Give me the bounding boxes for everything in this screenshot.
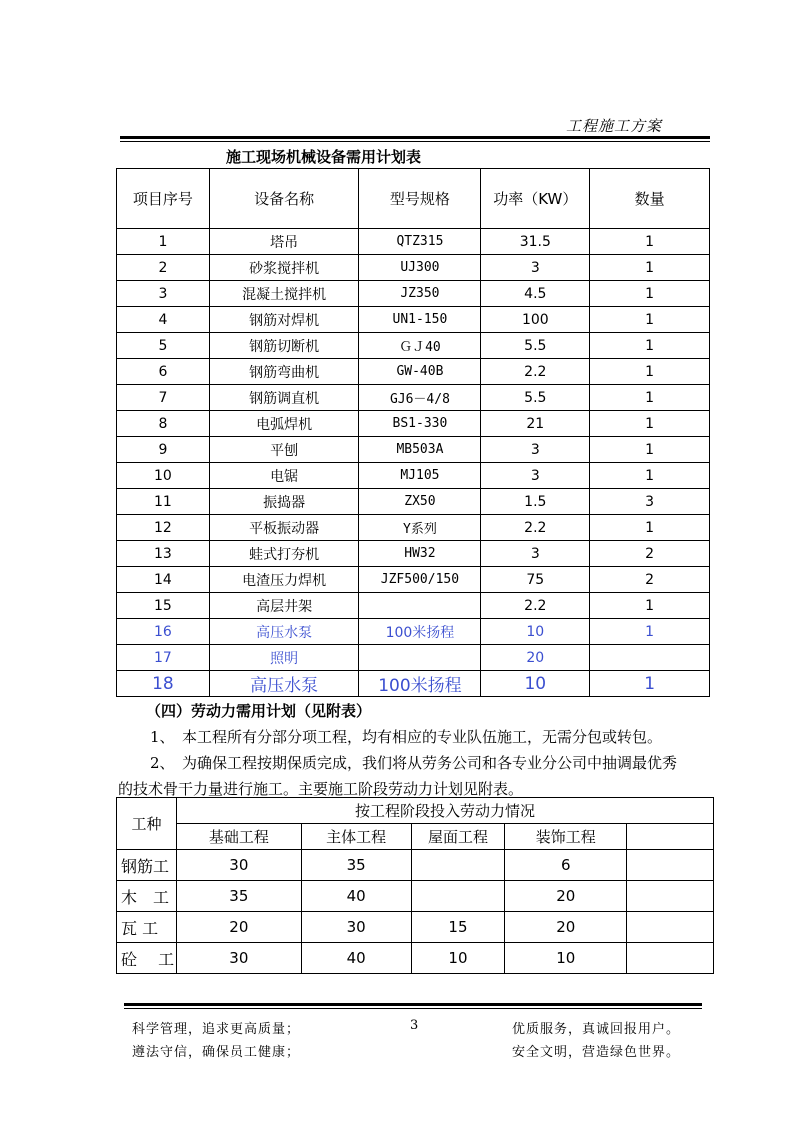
model-spec: Y系列: [359, 515, 481, 541]
power-kw: 3: [481, 255, 590, 281]
column-header: 功率（KW）: [481, 169, 590, 229]
equipment-name: 高层井架: [209, 593, 359, 619]
labor-row: [117, 943, 714, 974]
power-kw: 4.5: [481, 281, 590, 307]
labor-count: 10: [505, 943, 627, 974]
quantity: 1: [590, 255, 710, 281]
power-kw: 100: [481, 307, 590, 333]
row-number: 8: [117, 411, 210, 437]
model-spec: JZ350: [359, 281, 481, 307]
equipment-row: [117, 541, 710, 567]
equipment-row: [117, 333, 710, 359]
model-spec: [359, 645, 481, 671]
power-kw: 20: [481, 645, 590, 671]
paragraph-2: 2、 为确保工程按期保质完成，我们将从劳务公司和各专业分公司中抽调最优秀: [150, 754, 678, 772]
equipment-name: 电弧焊机: [209, 411, 359, 437]
row-number: 12: [117, 515, 210, 541]
labor-count: 35: [301, 850, 411, 881]
labor-count: [627, 881, 714, 912]
footer-rule-thick: [124, 1003, 702, 1006]
quantity: 2: [590, 567, 710, 593]
row-number: 7: [117, 385, 210, 411]
column-header: 型号规格: [359, 169, 481, 229]
model-spec: [359, 593, 481, 619]
labor-count: 20: [505, 881, 627, 912]
trade-column-header: 工种: [117, 798, 177, 850]
column-header: 数量: [590, 169, 710, 229]
header-rule-thin: [120, 141, 710, 142]
equipment-name: 钢筋弯曲机: [209, 359, 359, 385]
equipment-name: 高压水泵: [209, 671, 359, 697]
labor-count: [627, 912, 714, 943]
power-kw: 1.5: [481, 489, 590, 515]
equipment-name: 平刨: [209, 437, 359, 463]
labor-row: [117, 881, 714, 912]
row-number: 5: [117, 333, 210, 359]
header-rule-thick: [120, 136, 710, 139]
equipment-table: [116, 168, 710, 697]
quantity: 1: [590, 619, 710, 645]
equipment-name: 照明: [209, 645, 359, 671]
equipment-name: 电锯: [209, 463, 359, 489]
equipment-row: [117, 281, 710, 307]
row-number: 3: [117, 281, 210, 307]
equipment-row: [117, 619, 710, 645]
equipment-name: 钢筋切断机: [209, 333, 359, 359]
power-kw: 3: [481, 541, 590, 567]
trade-name: 木 工: [117, 881, 177, 912]
row-number: 4: [117, 307, 210, 333]
row-number: 14: [117, 567, 210, 593]
header-title: 工程施工方案: [566, 117, 663, 135]
model-spec: MJ105: [359, 463, 481, 489]
stage-header: 装饰工程: [505, 824, 627, 850]
labor-row: [117, 912, 714, 943]
labor-row: [117, 850, 714, 881]
footer-rule-thin: [124, 1008, 702, 1009]
power-kw: 3: [481, 437, 590, 463]
row-number: 18: [117, 671, 210, 697]
labor-count: 35: [176, 881, 301, 912]
labor-count: [627, 850, 714, 881]
equipment-name: 塔吊: [209, 229, 359, 255]
page-number: 3: [410, 1018, 420, 1033]
row-number: 10: [117, 463, 210, 489]
power-kw: 31.5: [481, 229, 590, 255]
quantity: 1: [590, 281, 710, 307]
model-spec: 100米扬程: [359, 671, 481, 697]
quantity: [590, 645, 710, 671]
stage-header: [627, 824, 714, 850]
labor-count: 6: [505, 850, 627, 881]
equipment-row: [117, 359, 710, 385]
power-kw: 21: [481, 411, 590, 437]
trade-name: 砼 工: [117, 943, 177, 974]
power-kw: 10: [481, 671, 590, 697]
equipment-name: 蛙式打夯机: [209, 541, 359, 567]
trade-name: 瓦 工: [117, 912, 177, 943]
row-number: 6: [117, 359, 210, 385]
labor-count: 30: [176, 943, 301, 974]
labor-count: 30: [301, 912, 411, 943]
row-number: 11: [117, 489, 210, 515]
paragraph-3: 的技术骨干力量进行施工。主要施工阶段劳动力计划见附表。: [118, 780, 524, 798]
labor-count: [411, 850, 505, 881]
equipment-row: [117, 411, 710, 437]
quantity: 1: [590, 463, 710, 489]
trade-name: 钢筋工: [117, 850, 177, 881]
labor-count: 15: [411, 912, 505, 943]
model-spec: GJ6－4/8: [359, 385, 481, 411]
stage-group-header: 按工程阶段投入劳动力情况: [176, 798, 713, 824]
power-kw: 10: [481, 619, 590, 645]
equipment-name: 砂浆搅拌机: [209, 255, 359, 281]
equipment-row: [117, 515, 710, 541]
equipment-row: [117, 489, 710, 515]
equipment-name: 高压水泵: [209, 619, 359, 645]
quantity: 1: [590, 307, 710, 333]
labor-count: [627, 943, 714, 974]
row-number: 9: [117, 437, 210, 463]
power-kw: 5.5: [481, 333, 590, 359]
stage-header: 基础工程: [176, 824, 301, 850]
quantity: 1: [590, 593, 710, 619]
quantity: 2: [590, 541, 710, 567]
equipment-row: [117, 385, 710, 411]
model-spec: 100米扬程: [359, 619, 481, 645]
row-number: 13: [117, 541, 210, 567]
equipment-name: 电渣压力焊机: [209, 567, 359, 593]
labor-count: 40: [301, 943, 411, 974]
model-spec: BS1-330: [359, 411, 481, 437]
stage-header: 主体工程: [301, 824, 411, 850]
equipment-row: [117, 437, 710, 463]
labor-count: 20: [505, 912, 627, 943]
paragraph-1: 1、 本工程所有分部分项工程，均有相应的专业队伍施工，无需分包或转包。: [150, 728, 663, 746]
column-header: 项目序号: [117, 169, 210, 229]
row-number: 17: [117, 645, 210, 671]
model-spec: GW-40B: [359, 359, 481, 385]
footer-motto-left-1: 科学管理，追求更高质量；: [132, 1022, 301, 1037]
row-number: 1: [117, 229, 210, 255]
quantity: 1: [590, 411, 710, 437]
quantity: 1: [590, 515, 710, 541]
quantity: 1: [590, 229, 710, 255]
quantity: 1: [590, 333, 710, 359]
quantity: 1: [590, 437, 710, 463]
equipment-row: [117, 593, 710, 619]
equipment-name: 钢筋对焊机: [209, 307, 359, 333]
equipment-name: 混凝土搅拌机: [209, 281, 359, 307]
model-spec: ZX50: [359, 489, 481, 515]
labor-count: [411, 881, 505, 912]
labor-count: 30: [176, 850, 301, 881]
labor-count: 10: [411, 943, 505, 974]
quantity: 1: [590, 359, 710, 385]
equipment-row: [117, 463, 710, 489]
labor-count: 20: [176, 912, 301, 943]
model-spec: QTZ315: [359, 229, 481, 255]
model-spec: HW32: [359, 541, 481, 567]
quantity: 1: [590, 385, 710, 411]
model-spec: UN1-150: [359, 307, 481, 333]
section-heading: （四）劳动力需用计划（见附表）: [146, 702, 372, 720]
stage-header: 屋面工程: [411, 824, 505, 850]
equipment-row: [117, 567, 710, 593]
model-spec: UJ300: [359, 255, 481, 281]
row-number: 16: [117, 619, 210, 645]
equipment-name: 平板振动器: [209, 515, 359, 541]
column-header: 设备名称: [209, 169, 359, 229]
power-kw: 2.2: [481, 593, 590, 619]
footer-motto-left-2: 遵法守信，确保员工健康；: [132, 1045, 301, 1060]
power-kw: 75: [481, 567, 590, 593]
equipment-row: [117, 645, 710, 671]
quantity: 3: [590, 489, 710, 515]
labor-table: [116, 797, 714, 974]
footer-motto-right-1: 优质服务，真诚回报用户。: [512, 1022, 681, 1037]
equipment-table-title: 施工现场机械设备需用计划表: [226, 148, 422, 166]
model-spec: MB503A: [359, 437, 481, 463]
power-kw: 2.2: [481, 515, 590, 541]
equipment-name: 振捣器: [209, 489, 359, 515]
row-number: 2: [117, 255, 210, 281]
equipment-row: [117, 671, 710, 697]
footer-motto-right-2: 安全文明，营造绿色世界。: [512, 1045, 681, 1060]
equipment-row: [117, 307, 710, 333]
equipment-table-header: [117, 169, 710, 229]
model-spec: ＧＪ40: [359, 333, 481, 359]
labor-count: 40: [301, 881, 411, 912]
equipment-name: 钢筋调直机: [209, 385, 359, 411]
power-kw: 3: [481, 463, 590, 489]
row-number: 15: [117, 593, 210, 619]
power-kw: 5.5: [481, 385, 590, 411]
equipment-row: [117, 229, 710, 255]
quantity: 1: [590, 671, 710, 697]
power-kw: 2.2: [481, 359, 590, 385]
model-spec: JZF500/150: [359, 567, 481, 593]
equipment-row: [117, 255, 710, 281]
